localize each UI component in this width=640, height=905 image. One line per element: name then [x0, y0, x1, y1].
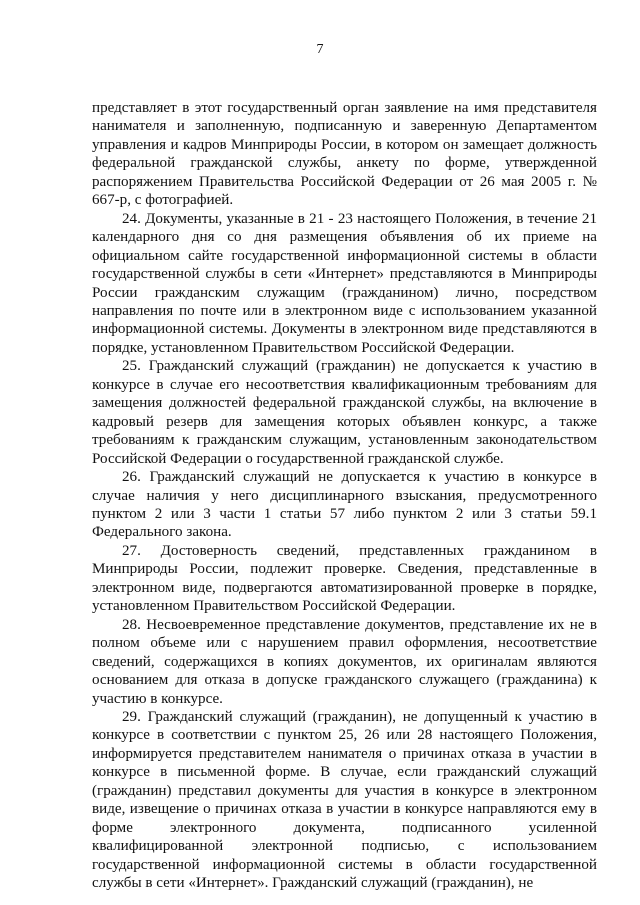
paragraph-29: 29. Гражданский служащий (гражданин), не допущенный к участию в конкурсе в соответствии с пунктом 25, 26 или 28 настоящего Положения, информируется представителем нанимателя о причинах отказа в участии в конкурсе в письменной форме. В случае, если гражданский служащий (гражданин) представил документы для участия в конкурсе в электронном виде, извещение о причинах отказа в участии в конкурсе направляются ему в форме электронного документа, подписанного усиленной квалифицированной электронной подписью, с использованием государственной информационной системы в области государственной службы в сети «Интернет». Гражданский служащий (гражданин), не — [92, 708, 597, 892]
document-body — [92, 99, 597, 892]
paragraph-26: 26. Гражданский служащий не допускается к участию в конкурсе в случае наличия у него дисциплинарного взыскания, предусмотренного пунктом 2 или 3 части 1 статьи 57 либо пунктом 2 или 3 статьи 59.1 Федерального закона. — [92, 469, 597, 541]
paragraph-25: 25. Гражданский служащий (гражданин) не допускается к участию в конкурсе в случае его несоответствия квалификационным требованиям для замещения должностей федеральной гражданской службы, на включение в кадровый резерв для замещения которых объявлен конкурс, а также требованиям к гражданским служащим, установленным законодательством Российской Федерации о государственной гражданской службе. — [92, 358, 597, 467]
paragraph-28: 28. Несвоевременное представление документов, представление их не в полном объеме или с нарушением правил оформления, несоответствие сведений, содержащихся в копиях документов, их оригиналам являются основанием для отказа в допуске гражданского служащего (гражданина) к участию в конкурсе. — [92, 616, 597, 707]
page-number: 7 — [316, 42, 324, 57]
paragraph-continuation: представляет в этот государственный орган заявление на имя представителя нанимателя и заполненную, подписанную и заверенную Департаментом управления и кадров Минприроды России, в котором он замещает должность федеральной гражданской службы, анкету по форме, утвержденной распоряжением Правительства Российской Федерации от 26 мая 2005 г. № 667-р, с фотографией. — [92, 100, 597, 209]
paragraph-27: 27. Достоверность сведений, представленных гражданином в Минприроды России, подлежит проверке. Сведения, представленные в электронном виде, подвергаются автоматизированной проверке в порядке, установленном Правительством Российской Федерации. — [92, 542, 597, 615]
paragraph-24: 24. Документы, указанные в 21 - 23 настоящего Положения, в течение 21 календарного дня со дня размещения объявления об их приеме на официальном сайте государственной информационной системы в области государственной службы в сети «Интернет» представляются в Минприроды России гражданским служащим (гражданином) лично, посредством направления по почте или в электронном виде с использованием указанной информационной системы. Документы в электронном виде представляются в порядке, установленном Правительством Российской Федерации. — [92, 210, 597, 356]
